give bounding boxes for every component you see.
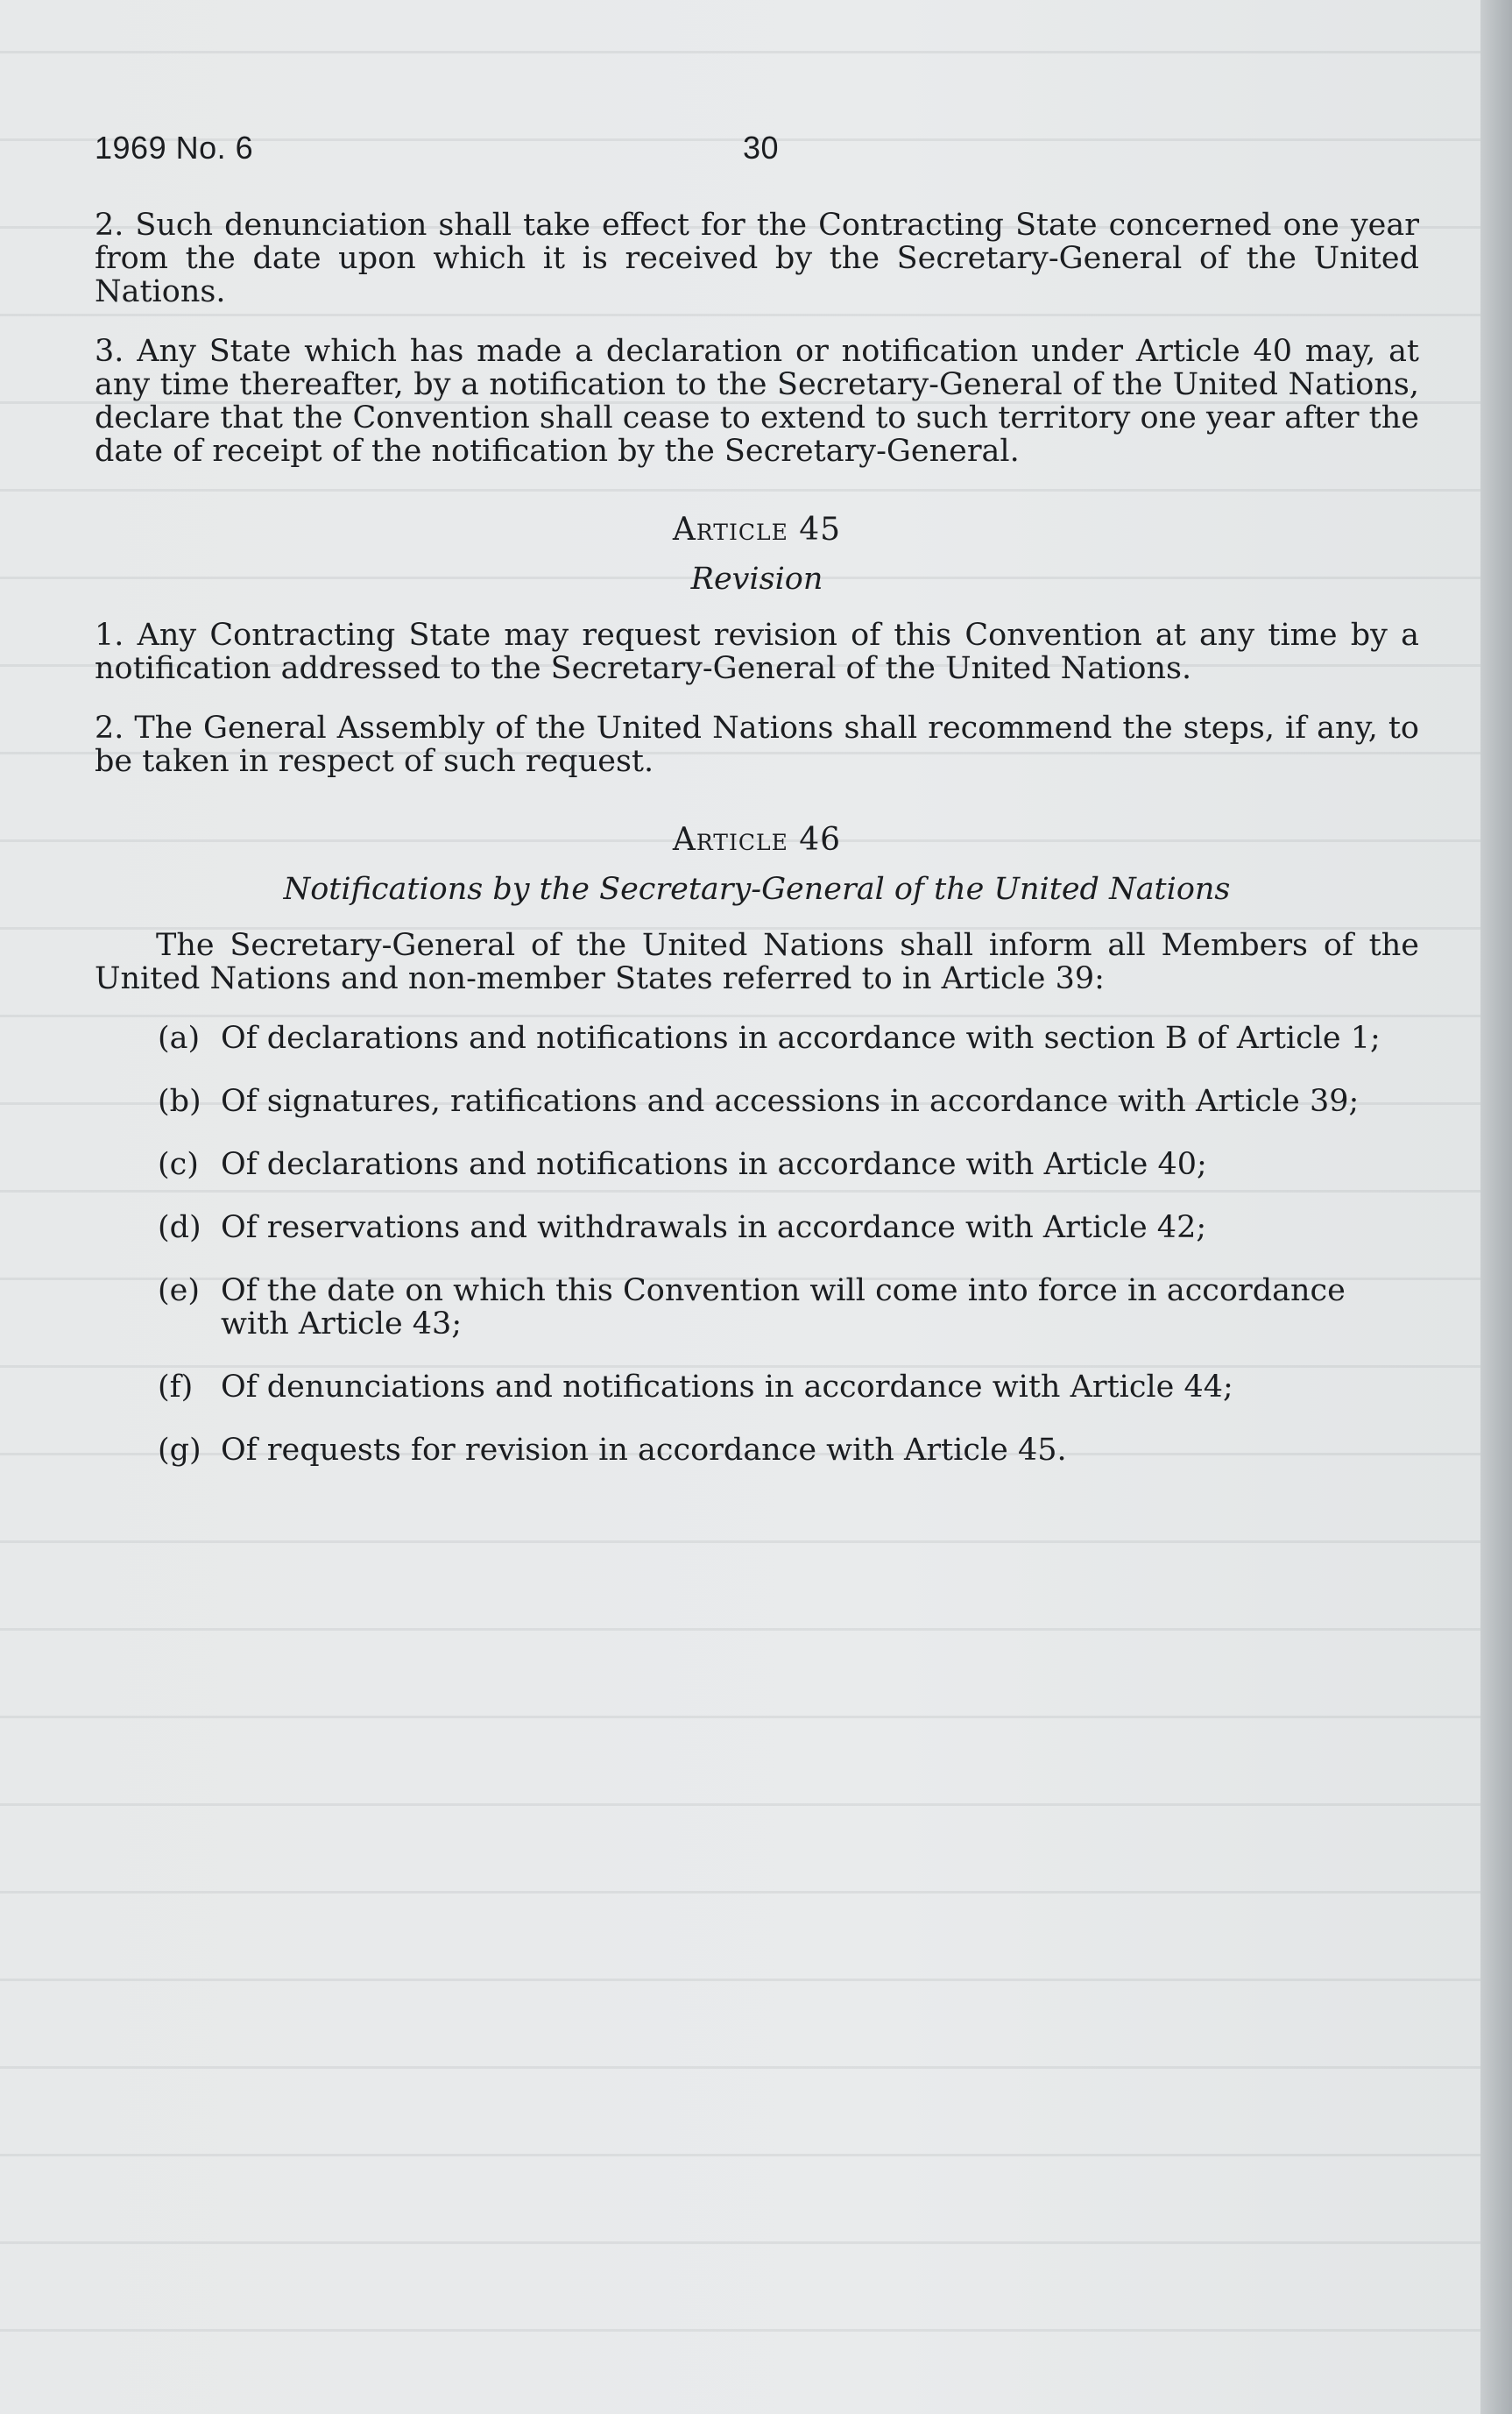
list-text: Of declarations and notifications in accordance with section B of Article 1; [221, 1021, 1381, 1056]
list-text: Of requests for revision in accordance with Article 45. [221, 1433, 1067, 1468]
list-marker: (a) [158, 1021, 201, 1056]
list-text: Of declarations and notifications in accordance with Article 40; [221, 1147, 1207, 1182]
list-item [95, 1370, 1419, 1404]
list-item [95, 1211, 1419, 1244]
list-marker: (e) [158, 1273, 201, 1308]
article-45-paragraph-1: 1. Any Contracting State may request revision of this Convention at any time by a notification addressed to the Secretary-General of the United Nations. [95, 618, 1419, 686]
list-item [95, 1085, 1419, 1118]
page-edge-shadow [1480, 0, 1512, 2414]
list-text: Of signatures, ratifications and accessions in accordance with Article 39; [221, 1084, 1360, 1119]
list-marker: (d) [158, 1210, 201, 1245]
paragraph-2: 2. Such denunciation shall take effect for the Contracting State concerned one year from the date upon which it is received by the Secretary-General of the United Nations. [95, 208, 1419, 309]
list-text: Of the date on which this Convention will come into force in accordance with Article 43; [221, 1273, 1346, 1342]
page-body [95, 209, 1419, 1497]
page-header [95, 130, 780, 166]
page-number: 30 [743, 130, 780, 166]
list-item [95, 1434, 1419, 1467]
publication-reference: 1969 No. 6 [95, 130, 254, 166]
article-46-subtitle: Notifications by the Secretary-General of the United Nations [283, 872, 1231, 907]
list-item [95, 1022, 1419, 1055]
list-marker: (g) [158, 1433, 201, 1468]
article-45-heading: Article 45 [672, 512, 842, 548]
list-text: Of reservations and withdrawals in accordance with Article 42; [221, 1210, 1207, 1245]
paragraph-3: 3. Any State which has made a declaration or notification under Article 40 may, at any time thereafter, by a notification to the Secretary-General of the United Nations, declare that the Convention shall cease to extend to such territory one year after the date of receipt of the notification by the Secretary-General. [95, 334, 1419, 469]
article-45-subtitle: Revision [690, 562, 823, 597]
article-46-heading: Article 46 [672, 822, 842, 858]
list-marker: (c) [158, 1147, 199, 1182]
list-text: Of denunciations and notifications in accordance with Article 44; [221, 1370, 1233, 1405]
list-item [95, 1148, 1419, 1181]
list-item [95, 1274, 1419, 1341]
list-marker: (b) [158, 1084, 201, 1119]
list-marker: (f) [158, 1370, 194, 1405]
article-46-intro: The Secretary-General of the United Nations shall inform all Members of the United Nations and non-member States referred to in Article 39: [95, 928, 1419, 996]
article-45-paragraph-2: 2. The General Assembly of the United Nations shall recommend the steps, if any, to be taken in respect of such request. [95, 711, 1419, 779]
